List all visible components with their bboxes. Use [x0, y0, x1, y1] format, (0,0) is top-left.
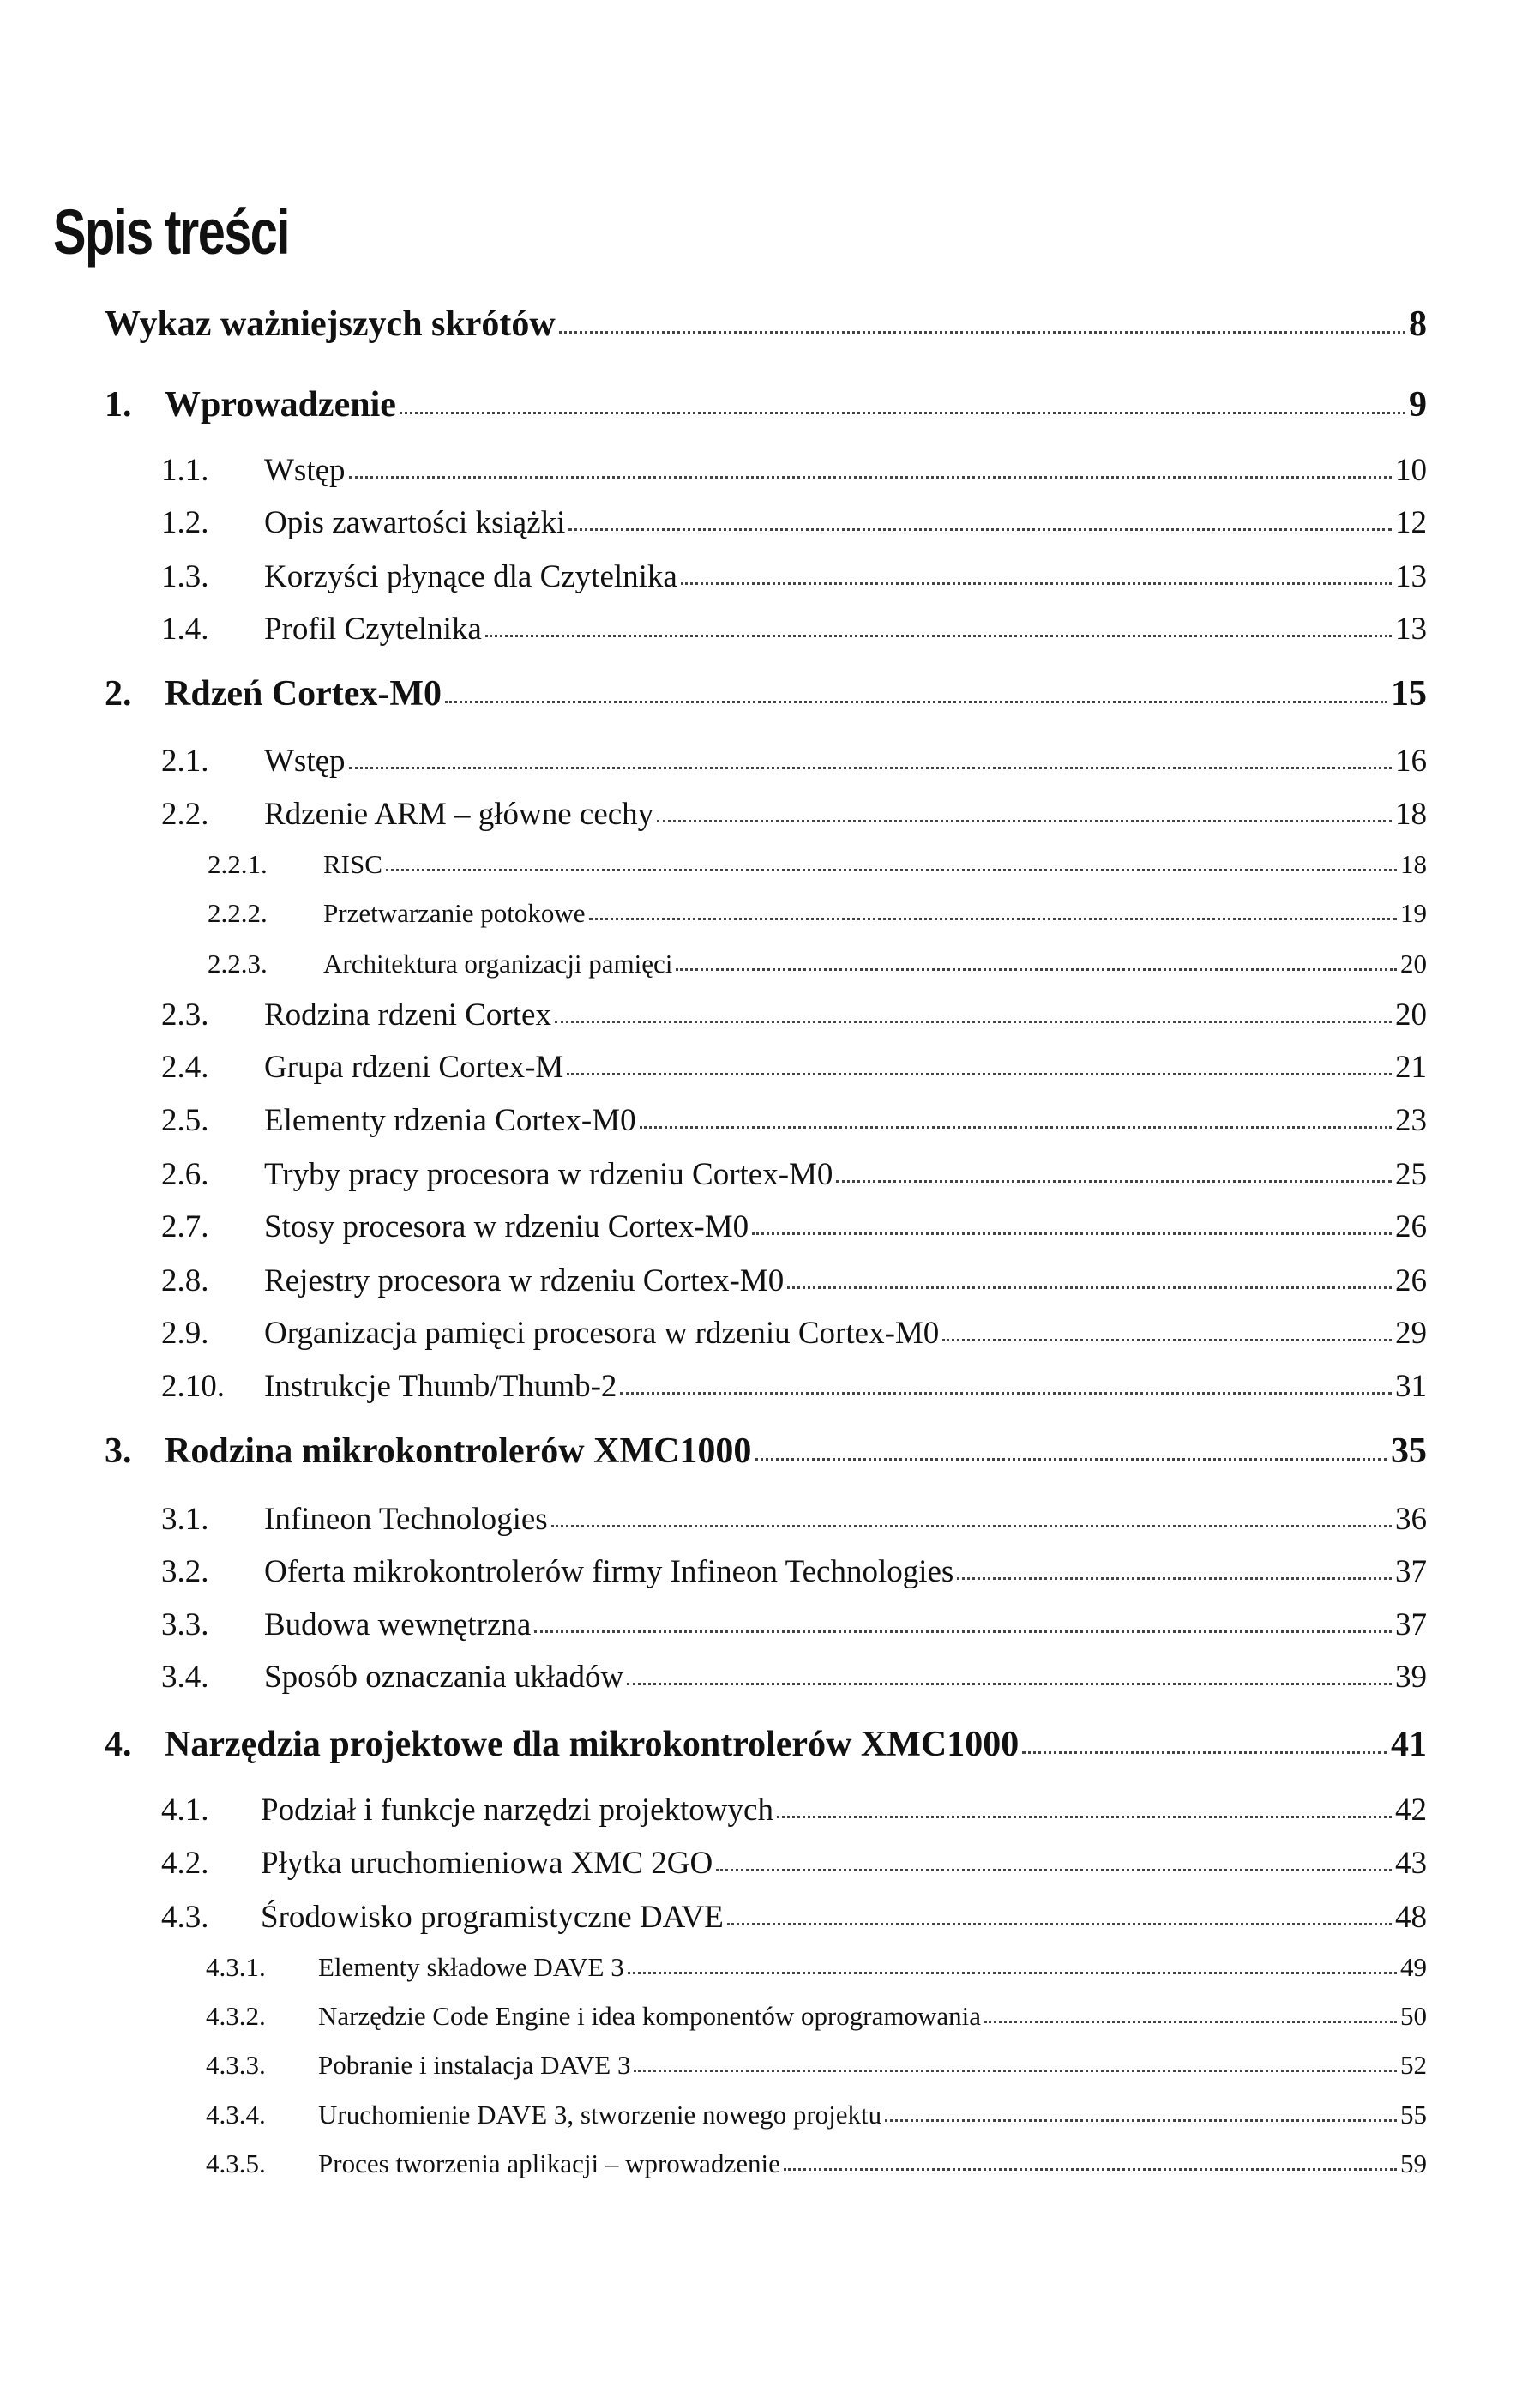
- toc-entry[interactable]: [0, 1792, 1427, 1829]
- toc-entry[interactable]: [0, 2100, 1427, 2130]
- toc-entry-title: Wstęp: [264, 744, 346, 779]
- dot-leader: [349, 476, 1392, 479]
- toc-entry-title: Przetwarzanie potokowe: [323, 898, 586, 928]
- dot-leader: [568, 528, 1392, 531]
- toc-entry-number: 4.3.3.: [206, 2050, 266, 2080]
- toc-entry-number: 1.3.: [161, 559, 209, 594]
- toc-entry-title: Rodzina mikrokontrolerów XMC1000: [165, 1431, 752, 1471]
- toc-entry-number: 2.2.: [161, 797, 209, 832]
- toc-entry[interactable]: [0, 611, 1427, 648]
- toc-entry[interactable]: [0, 796, 1427, 833]
- toc-entry-number: 2.: [105, 674, 132, 714]
- toc-entry[interactable]: [0, 1659, 1427, 1696]
- toc-entry-page: 20: [1400, 949, 1427, 979]
- dot-leader: [620, 1392, 1392, 1395]
- toc-entry-number: 1.1.: [161, 453, 209, 488]
- dot-leader: [957, 1577, 1392, 1580]
- dot-leader: [534, 1630, 1392, 1633]
- toc-entry-number: 3.4.: [161, 1660, 209, 1695]
- toc-entry-page: 35: [1391, 1431, 1427, 1471]
- toc-entry[interactable]: [0, 1431, 1427, 1472]
- dot-leader: [676, 968, 1397, 971]
- toc-entry-number: 3.3.: [161, 1607, 209, 1642]
- toc-entry-number: 2.9.: [161, 1316, 209, 1351]
- toc-entry-page: 42: [1395, 1792, 1427, 1828]
- toc-entry-title: Elementy rdzenia Cortex-M0: [264, 1103, 636, 1138]
- dot-leader: [559, 331, 1405, 334]
- toc-entry-title: Tryby pracy procesora w rdzeniu Cortex-M0: [264, 1157, 833, 1192]
- toc-entry[interactable]: [0, 949, 1427, 979]
- toc-entry-number: 1.: [105, 385, 132, 425]
- toc-entry-page: 18: [1400, 849, 1427, 879]
- toc-entry-page: 23: [1395, 1103, 1427, 1138]
- dot-leader: [551, 1525, 1392, 1527]
- dot-leader: [681, 582, 1392, 585]
- toc-entry-number: 2.8.: [161, 1263, 209, 1298]
- toc-entry-number: 4.3.1.: [206, 1952, 266, 1982]
- toc-entry[interactable]: [0, 1102, 1427, 1139]
- dot-leader: [727, 1923, 1392, 1925]
- toc-entry-page: 10: [1395, 453, 1427, 488]
- toc-entry-title: Pobranie i instalacja DAVE 3: [318, 2050, 631, 2080]
- toc-entry-title: RISC: [323, 849, 382, 879]
- toc-entry[interactable]: [0, 504, 1427, 541]
- toc-entry-title: Płytka uruchomieniowa XMC 2GO: [261, 1846, 713, 1881]
- toc-entry-page: 19: [1400, 898, 1427, 928]
- toc-entry-page: 20: [1395, 997, 1427, 1033]
- toc-entry-number: 4.3.5.: [206, 2148, 266, 2178]
- toc-entry-page: 31: [1395, 1369, 1427, 1404]
- toc-entry[interactable]: [0, 1724, 1427, 1765]
- toc-entry-page: 39: [1395, 1660, 1427, 1695]
- toc-entry-title: Rejestry procesora w rdzeniu Cortex-M0: [264, 1263, 785, 1298]
- toc-entry-page: 25: [1395, 1157, 1427, 1192]
- toc-entry-title: Rdzeń Cortex-M0: [165, 674, 442, 714]
- toc-entry-title: Środowisko programistyczne DAVE: [261, 1900, 724, 1935]
- toc-entry-number: 2.2.3.: [208, 949, 268, 979]
- dot-leader: [784, 2168, 1397, 2171]
- toc-entry[interactable]: [0, 452, 1427, 489]
- toc-entry[interactable]: [0, 1049, 1427, 1086]
- toc-entry[interactable]: [0, 558, 1427, 595]
- dot-leader: [400, 412, 1405, 414]
- dot-leader: [787, 1286, 1392, 1289]
- toc-entry-title: Profil Czytelnika: [264, 612, 482, 647]
- toc-entry-page: 36: [1395, 1502, 1427, 1537]
- toc-entry-number: 2.6.: [161, 1157, 209, 1192]
- dot-leader: [589, 918, 1397, 920]
- toc-entry[interactable]: [0, 1952, 1427, 1983]
- toc-entry-page: 8: [1409, 304, 1427, 344]
- toc-entry-title: Budowa wewnętrzna: [264, 1607, 532, 1642]
- dot-leader: [752, 1232, 1392, 1235]
- toc-entry[interactable]: [0, 2148, 1427, 2179]
- toc-entry[interactable]: [0, 898, 1427, 929]
- toc-entry-title: Uruchomienie DAVE 3, stworzenie nowego projektu: [318, 2100, 882, 2130]
- toc-entry-page: 52: [1400, 2050, 1427, 2080]
- toc-entry-number: 4.2.: [161, 1846, 209, 1881]
- toc-entry[interactable]: [0, 1501, 1427, 1538]
- toc-entry-number: 2.1.: [161, 744, 209, 779]
- toc-entry-title: Narzędzie Code Engine i idea komponentów oprogramowania: [318, 2001, 982, 2031]
- toc-entry-number: 2.10.: [161, 1369, 225, 1404]
- toc-entry-title: Instrukcje Thumb/Thumb-2: [264, 1369, 617, 1404]
- toc-entry-title: Proces tworzenia aplikacji – wprowadzenie: [318, 2148, 780, 2178]
- toc-entry-title: Infineon Technologies: [264, 1502, 548, 1537]
- toc-entry-page: 12: [1395, 505, 1427, 540]
- dot-leader: [942, 1339, 1392, 1341]
- toc-entry-title: Opis zawartości książki: [264, 505, 566, 540]
- toc-entry[interactable]: [0, 1845, 1427, 1882]
- toc-entry-number: 2.2.1.: [208, 849, 268, 879]
- toc-entry-page: 9: [1409, 385, 1427, 425]
- toc-entry-page: 21: [1395, 1050, 1427, 1085]
- toc-entry-page: 43: [1395, 1846, 1427, 1881]
- dot-leader: [567, 1073, 1392, 1075]
- dot-leader: [349, 767, 1392, 769]
- dot-leader: [984, 2021, 1397, 2023]
- toc-entry-title: Oferta mikrokontrolerów firmy Infineon Technologies: [264, 1554, 954, 1589]
- toc-entry-title: Rodzina rdzeni Cortex: [264, 997, 551, 1033]
- toc-entry-page: 37: [1395, 1607, 1427, 1642]
- toc-entry[interactable]: [0, 743, 1427, 780]
- toc-entry-number: 1.4.: [161, 612, 209, 647]
- toc-entry-page: 26: [1395, 1209, 1427, 1244]
- dot-leader: [885, 2119, 1397, 2122]
- toc-entry-page: 15: [1391, 674, 1427, 714]
- toc-entry-number: 2.3.: [161, 997, 209, 1033]
- toc-entry-page: 55: [1400, 2100, 1427, 2130]
- dot-leader: [777, 1816, 1392, 1818]
- toc-entry-number: 1.2.: [161, 505, 209, 540]
- toc-entry[interactable]: [0, 304, 1427, 345]
- toc-entry-page: 41: [1391, 1725, 1427, 1764]
- toc-entry-page: 13: [1395, 612, 1427, 647]
- toc-entry-number: 2.2.2.: [208, 898, 268, 928]
- toc-entry-number: 3.: [105, 1431, 132, 1471]
- toc-entry-page: 48: [1395, 1900, 1427, 1935]
- dot-leader: [555, 1021, 1392, 1023]
- dot-leader: [445, 701, 1387, 703]
- toc-entry[interactable]: [0, 1606, 1427, 1643]
- toc-entry-number: 2.4.: [161, 1050, 209, 1085]
- toc-entry-title: Sposób oznaczania układów: [264, 1660, 624, 1695]
- toc-entry-title: Wprowadzenie: [165, 385, 396, 425]
- toc-entry[interactable]: [0, 1553, 1427, 1590]
- toc-entry-page: 13: [1395, 559, 1427, 594]
- toc-entry-number: 4.1.: [161, 1792, 209, 1828]
- toc-entry[interactable]: [0, 384, 1427, 425]
- toc-entry-number: 3.2.: [161, 1554, 209, 1589]
- dot-leader: [628, 1972, 1397, 1974]
- toc-entry-page: 37: [1395, 1554, 1427, 1589]
- toc-entry-number: 2.5.: [161, 1103, 209, 1138]
- dot-leader: [485, 635, 1392, 637]
- toc-entry-page: 26: [1395, 1263, 1427, 1298]
- dot-leader: [634, 2070, 1397, 2072]
- dot-leader: [657, 820, 1392, 822]
- toc-entry-number: 4.3.: [161, 1900, 209, 1935]
- toc-entry[interactable]: [0, 2050, 1427, 2081]
- toc-entry-title: Korzyści płynące dla Czytelnika: [264, 559, 677, 594]
- dot-leader: [1022, 1751, 1387, 1754]
- toc-entry[interactable]: [0, 997, 1427, 1033]
- toc-entry-title: Narzędzia projektowe dla mikrokontrolerów XMC1000: [165, 1725, 1020, 1764]
- toc-entry[interactable]: [0, 1262, 1427, 1299]
- toc-entry[interactable]: [0, 1315, 1427, 1352]
- toc-entry-page: 29: [1395, 1316, 1427, 1351]
- toc-entry-page: 49: [1400, 1952, 1427, 1982]
- toc-entry-title: Stosy procesora w rdzeniu Cortex-M0: [264, 1209, 749, 1244]
- toc-entry-title: Podział i funkcje narzędzi projektowych: [261, 1792, 773, 1828]
- toc-entry-number: 4.3.2.: [206, 2001, 266, 2031]
- toc-entry-title: Organizacja pamięci procesora w rdzeniu Cortex-M0: [264, 1316, 940, 1351]
- toc-entry[interactable]: [0, 1208, 1427, 1245]
- toc-entry-title: Rdzenie ARM – główne cechy: [264, 797, 654, 832]
- toc-entry-page: 16: [1395, 744, 1427, 779]
- toc-entry-page: 59: [1400, 2148, 1427, 2178]
- toc-entry[interactable]: [0, 849, 1427, 880]
- page-title: Spis treści: [53, 196, 289, 268]
- dot-leader: [386, 869, 1397, 871]
- toc-entry-page: 50: [1400, 2001, 1427, 2031]
- dot-leader: [755, 1458, 1387, 1461]
- toc-entry[interactable]: [0, 1368, 1427, 1405]
- dot-leader: [716, 1869, 1392, 1871]
- toc-entry-title: Grupa rdzeni Cortex-M: [264, 1050, 564, 1085]
- toc-entry-title: Elementy składowe DAVE 3: [318, 1952, 624, 1982]
- toc-entry[interactable]: [0, 673, 1427, 714]
- toc-entry-number: 4.: [105, 1725, 132, 1764]
- toc-entry[interactable]: [0, 1899, 1427, 1936]
- toc-entry-title: Wstęp: [264, 453, 346, 488]
- toc-entry-number: 2.7.: [161, 1209, 209, 1244]
- toc-entry-number: 3.1.: [161, 1502, 209, 1537]
- toc-entry-number: 4.3.4.: [206, 2100, 266, 2130]
- dot-leader: [640, 1126, 1392, 1129]
- toc-entry-page: 18: [1395, 797, 1427, 832]
- toc-entry-title: Wykaz ważniejszych skrótów: [105, 304, 556, 344]
- dot-leader: [627, 1683, 1392, 1685]
- dot-leader: [836, 1180, 1392, 1183]
- toc-entry[interactable]: [0, 1156, 1427, 1193]
- toc-entry-title: Architektura organizacji pamięci: [323, 949, 673, 979]
- toc-entry[interactable]: [0, 2001, 1427, 2032]
